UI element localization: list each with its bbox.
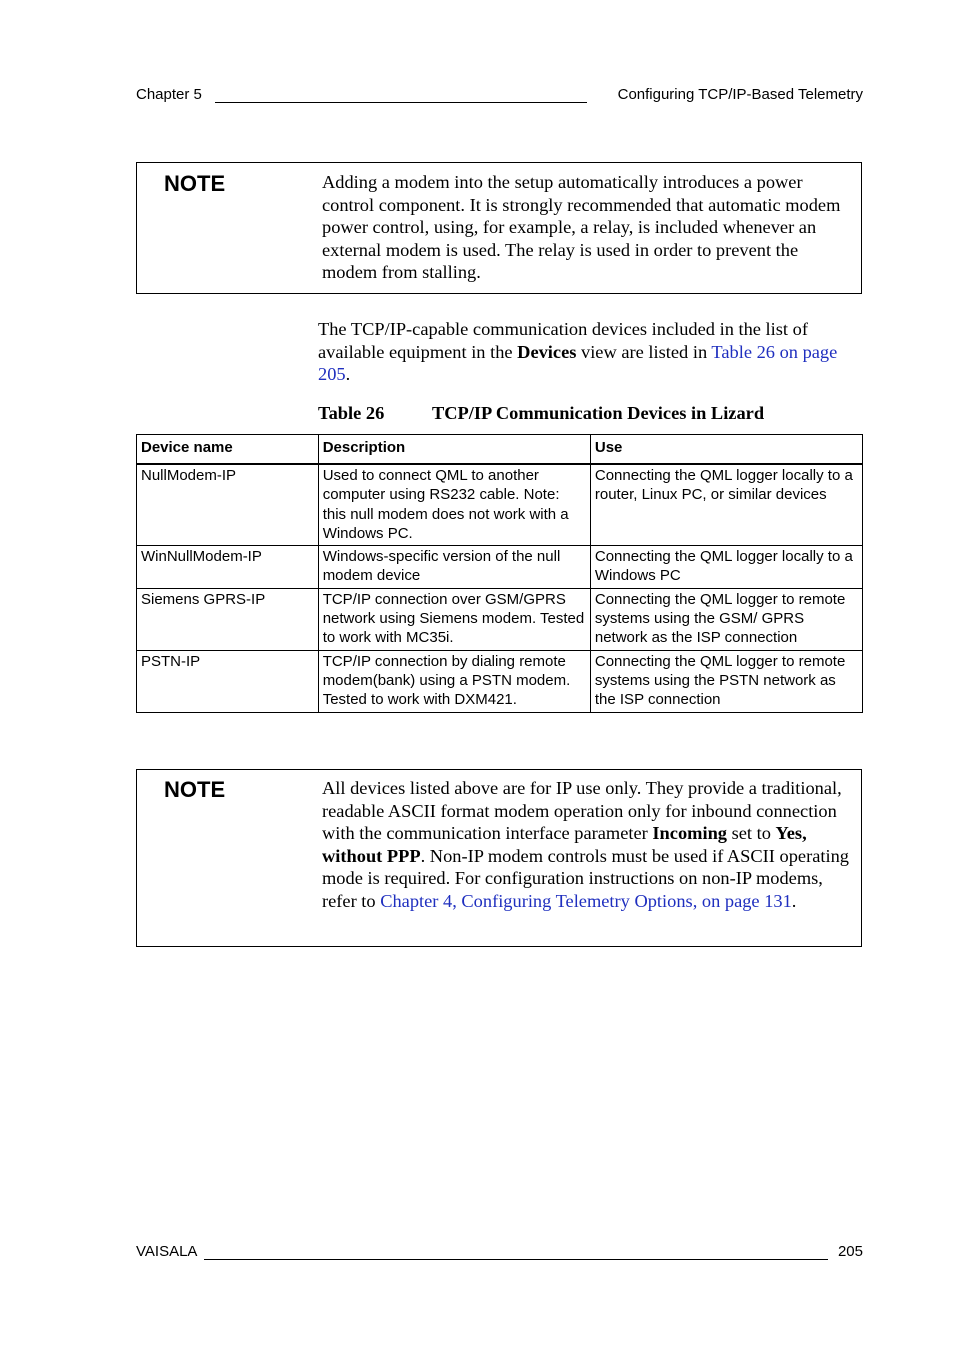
- note2-text-2: set to: [727, 823, 776, 844]
- note2-text-4: .: [791, 890, 797, 911]
- page-number: 205: [837, 1243, 863, 1260]
- cell-use: Connecting the QML logger locally to a Windows PC: [590, 546, 862, 589]
- note-label: NOTE: [164, 171, 226, 196]
- table-header-row: [137, 435, 863, 465]
- intro-text-3: .: [345, 364, 351, 385]
- intro-text-1: The TCP/IP-capable communication devices included in the list of available equipment in the: [318, 319, 808, 362]
- table-caption-title: TCP/IP Communication Devices in Lizard: [432, 403, 765, 423]
- note-text: [322, 777, 855, 913]
- intro-bold-devices: Devices: [517, 341, 577, 362]
- table-row: [137, 546, 863, 589]
- cell-use: Connecting the QML logger locally to a router, Linux PC, or similar devices: [590, 464, 862, 546]
- cell-use: Connecting the QML logger to remote systems using the PSTN network as the ISP connection: [590, 650, 862, 712]
- header-rule: [215, 102, 587, 103]
- note-box-ip-only: [136, 769, 862, 947]
- header-title: Configuring TCP/IP-Based Telemetry: [617, 86, 863, 103]
- chapter-4-link[interactable]: Chapter 4, Configuring Telemetry Options, on page 131: [380, 890, 792, 911]
- table-row: [137, 588, 863, 650]
- intro-paragraph: [318, 318, 864, 386]
- header-chapter: Chapter 5: [136, 86, 202, 103]
- note-box-power: [136, 162, 862, 294]
- note2-text-3: . Non-IP modem controls must be used if ASCII operating mode is required. For configuration instructions on non-IP modems, refer to: [322, 845, 849, 911]
- page-footer: [136, 1243, 863, 1263]
- column-header-description: Description: [318, 435, 590, 465]
- column-header-device-name: Device name: [137, 435, 319, 465]
- intro-text-2: view are listed in: [576, 341, 712, 362]
- cell-description: Used to connect QML to another computer using RS232 cable. Note: this null modem does not work with a Windows PC.: [318, 464, 590, 546]
- footer-rule: [204, 1259, 828, 1260]
- table-row: [137, 464, 863, 546]
- cell-device-name: WinNullModem-IP: [137, 546, 319, 589]
- note2-text-1: All devices listed above are for IP use only. They provide a traditional, readable ASCII format modem operation only for inbound connection with the communication interface parameter: [322, 778, 842, 844]
- devices-table: [136, 434, 863, 713]
- page-header: [136, 86, 863, 106]
- cell-description: TCP/IP connection by dialing remote modem(bank) using a PSTN modem. Tested to work with DXM421.: [318, 650, 590, 712]
- column-header-use: Use: [590, 435, 862, 465]
- table-row: [137, 650, 863, 712]
- table-caption: [318, 403, 764, 424]
- note-text: Adding a modem into the setup automatically introduces a power control component. It is strongly recommended that automatic modem power control, using, for example, a relay, is included whenever an external modem is used. The relay is used in order to prevent the modem from stalling.: [322, 172, 841, 283]
- cell-device-name: Siemens GPRS-IP: [137, 588, 319, 650]
- note-label: NOTE: [164, 777, 226, 802]
- footer-brand: VAISALA: [136, 1243, 198, 1260]
- table-caption-number: Table 26: [318, 403, 385, 423]
- note2-bold-incoming: Incoming: [652, 823, 727, 844]
- cell-description: TCP/IP connection over GSM/GPRS network using Siemens modem. Tested to work with MC35i.: [318, 588, 590, 650]
- cell-device-name: PSTN-IP: [137, 650, 319, 712]
- cell-use: Connecting the QML logger to remote systems using the GSM/ GPRS network as the ISP connection: [590, 588, 862, 650]
- note2-bold-yes-without-ppp: Yes, without PPP: [322, 823, 807, 866]
- cell-description: Windows-specific version of the null modem device: [318, 546, 590, 589]
- cell-device-name: NullModem-IP: [137, 464, 319, 546]
- table-26-link[interactable]: Table 26 on page 205: [318, 341, 838, 385]
